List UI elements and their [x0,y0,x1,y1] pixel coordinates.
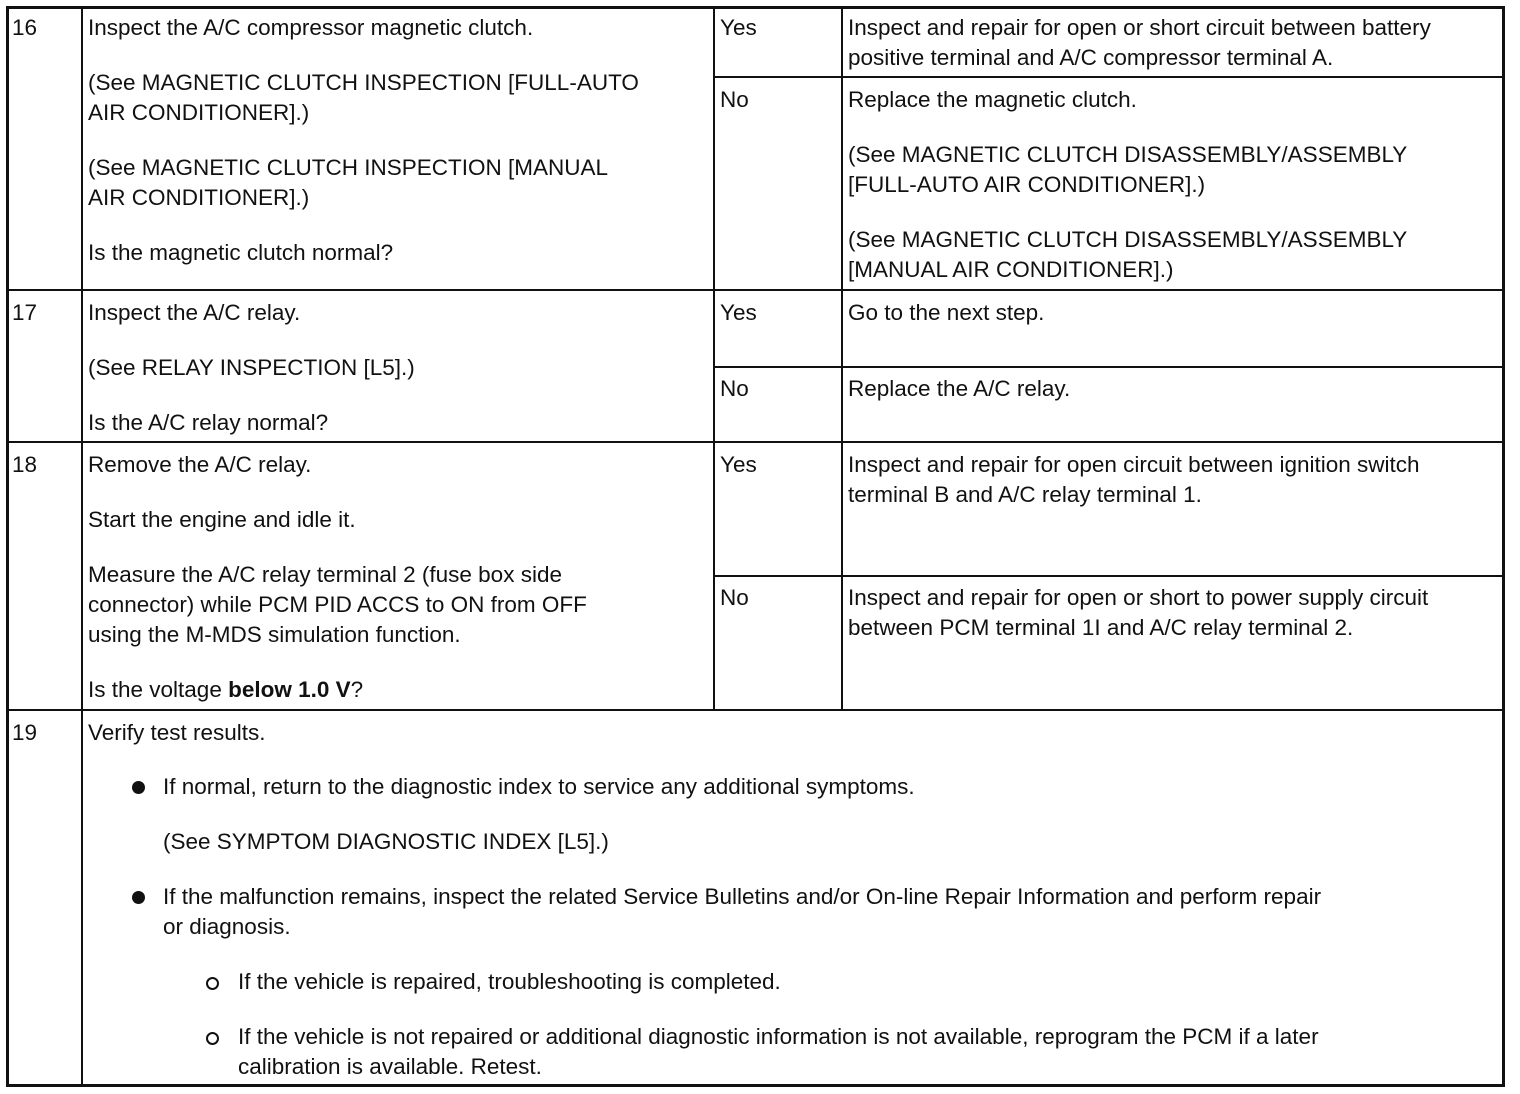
inspection-text: AIR CONDITIONER].) [88,185,310,210]
sub-bullet-icon [206,1032,219,1045]
sub-bullet-text: If the vehicle is repaired, troubleshooting is completed. [238,969,781,994]
result-divider [714,76,1505,78]
column-divider [841,6,843,710]
inspection-text: Is the magnetic clutch normal? [88,240,394,265]
question-text: Is the voltage [88,677,229,702]
action-text: Replace the A/C relay. [848,376,1071,401]
inspection-text: Inspect the A/C relay. [88,300,301,325]
column-divider [81,6,83,1087]
result-divider [714,366,1505,368]
inspection-text: (See MAGNETIC CLUTCH INSPECTION [FULL-AUTO [88,70,639,95]
bullet-icon [132,781,145,794]
action-text: between PCM terminal 1I and A/C relay terminal 2. [848,615,1354,640]
result-answer: Yes [720,15,757,40]
bullet-text: If the malfunction remains, inspect the related Service Bulletins and/or On-line Repair Information and perform repair [163,884,1322,909]
step-number: 18 [12,452,38,477]
bullet-icon [132,891,145,904]
action-text: Inspect and repair for open or short circuit between battery [848,15,1431,40]
inspection-text: AIR CONDITIONER].) [88,100,310,125]
action-text: positive terminal and A/C compressor terminal A. [848,45,1334,70]
result-answer: Yes [720,452,757,477]
step-number: 16 [12,15,38,40]
bullet-text: or diagnosis. [163,914,291,939]
step-number: 19 [12,720,38,745]
reference-text: (See SYMPTOM DIAGNOSTIC INDEX [L5].) [163,829,609,854]
voltage-threshold: below 1.0 V [228,677,351,702]
question-end: ? [350,677,364,702]
action-text: (See MAGNETIC CLUTCH DISASSEMBLY/ASSEMBLY [848,142,1408,167]
action-text: Inspect and repair for open circuit between ignition switch [848,452,1420,477]
inspection-text: Is the A/C relay normal? [88,410,329,435]
result-answer: No [720,585,749,610]
column-divider [713,6,715,710]
action-text: Replace the magnetic clutch. [848,87,1137,112]
sub-bullet-text: calibration is available. Retest. [238,1054,542,1079]
voltage-question [88,675,363,705]
action-text: [MANUAL AIR CONDITIONER].) [848,257,1174,282]
inspection-text: Measure the A/C relay terminal 2 (fuse box side [88,562,562,587]
row-divider [6,709,1505,711]
inspection-text: connector) while PCM PID ACCS to ON from OFF [88,592,587,617]
result-divider [714,575,1505,577]
row-divider [6,441,1505,443]
row-divider [6,289,1505,291]
step-number: 17 [12,300,38,325]
result-answer: No [720,376,749,401]
action-text: Inspect and repair for open or short to power supply circuit [848,585,1429,610]
inspection-text: Remove the A/C relay. [88,452,312,477]
action-text: Go to the next step. [848,300,1045,325]
bullet-text: If normal, return to the diagnostic index to service any additional symptoms. [163,774,915,799]
inspection-text: (See RELAY INSPECTION [L5].) [88,355,415,380]
inspection-text: (See MAGNETIC CLUTCH INSPECTION [MANUAL [88,155,609,180]
result-answer: No [720,87,749,112]
result-answer: Yes [720,300,757,325]
inspection-text: Inspect the A/C compressor magnetic clutch. [88,15,534,40]
action-text: [FULL-AUTO AIR CONDITIONER].) [848,172,1206,197]
action-text: terminal B and A/C relay terminal 1. [848,482,1202,507]
action-text: (See MAGNETIC CLUTCH DISASSEMBLY/ASSEMBLY [848,227,1408,252]
sub-bullet-text: If the vehicle is not repaired or additional diagnostic information is not available, reprogram the PCM if a later [238,1024,1319,1049]
sub-bullet-icon [206,977,219,990]
final-title: Verify test results. [88,720,266,745]
inspection-text: Start the engine and idle it. [88,507,356,532]
inspection-text: using the M-MDS simulation function. [88,622,461,647]
